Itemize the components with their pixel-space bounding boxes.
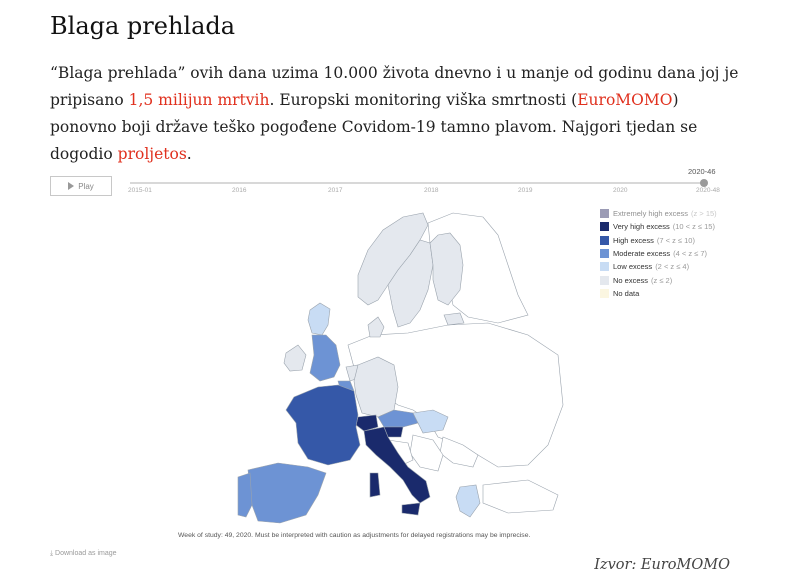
country-portugal[interactable]	[238, 473, 252, 517]
legend-label: High excess	[613, 235, 654, 245]
legend-item	[600, 207, 717, 220]
country-other	[483, 480, 558, 513]
legend-swatch	[600, 262, 609, 271]
legend-label: No data	[613, 288, 640, 298]
legend-item	[600, 220, 717, 233]
country-denmark[interactable]	[368, 317, 384, 337]
legend-range: (z ≤ 2)	[651, 275, 673, 285]
article-paragraph	[50, 60, 750, 168]
timeline-tick: 2015-01	[128, 187, 152, 194]
legend-range: (4 < z ≤ 7)	[673, 249, 708, 259]
country-greece[interactable]	[456, 485, 480, 517]
play-label: Play	[78, 181, 94, 191]
link-euromomo[interactable]: EuroMOMO	[577, 91, 673, 109]
country-ireland[interactable]	[284, 345, 306, 371]
legend-swatch	[600, 209, 609, 218]
article-title: Blaga prehlada	[50, 12, 236, 40]
source-credit: Izvor: EuroMOMO	[594, 557, 730, 573]
country-estonia[interactable]	[444, 313, 464, 325]
legend-range: (7 < z ≤ 10)	[656, 235, 695, 245]
link-deaths[interactable]: 1,5 milijun mrtvih	[128, 91, 270, 109]
legend-item	[600, 260, 717, 273]
para-text-3: ) ponovno boji države teško pogođene Covidom-19 tamno plavom. Najgori tjedan se dogodio	[50, 91, 698, 163]
download-image-link[interactable]: ⤓ Download as image	[50, 550, 117, 557]
timeline-tick: 2017	[328, 187, 343, 194]
legend-swatch	[600, 236, 609, 245]
link-spring[interactable]: proljetos	[117, 145, 187, 163]
timeline-tick: 2019	[518, 187, 533, 194]
legend-swatch	[600, 249, 609, 258]
timeline-thumb[interactable]	[700, 179, 708, 187]
map-legend	[600, 207, 717, 300]
country-scotland[interactable]	[308, 303, 330, 335]
play-icon	[68, 182, 74, 190]
country-france[interactable]	[286, 385, 360, 465]
play-button[interactable]	[50, 176, 112, 196]
legend-label: Moderate excess	[613, 249, 671, 259]
timeline-slider[interactable]	[128, 167, 728, 200]
country-italy[interactable]	[402, 503, 420, 515]
timeline-tick: 2020	[613, 187, 628, 194]
timeline-tick: 2020-48	[696, 187, 720, 194]
legend-label: No excess	[613, 275, 649, 285]
timeline-tick: 2016	[232, 187, 247, 194]
legend-range: (z > 15)	[691, 209, 717, 219]
timeline-tick: 2018	[424, 187, 439, 194]
para-text-2: . Europski monitoring viška smrtnosti (	[269, 91, 578, 109]
para-text-1: “Blaga prehlada” ovih dana uzima 10.000 života dnevno i u manje od godinu dana joj je pripisano	[50, 64, 739, 109]
timeline-track[interactable]	[130, 182, 706, 184]
country-spain[interactable]	[248, 463, 326, 523]
legend-item	[600, 247, 717, 260]
europe-map	[198, 205, 568, 525]
euromomo-map-widget	[48, 160, 738, 560]
timeline-current-week: 2020-46	[688, 167, 716, 176]
legend-item	[600, 234, 717, 247]
country-germany[interactable]	[354, 357, 398, 417]
legend-label: Very high excess	[613, 222, 670, 232]
country-other	[410, 435, 443, 471]
legend-range: (2 < z ≤ 4)	[655, 262, 690, 272]
legend-swatch	[600, 289, 609, 298]
legend-item	[600, 273, 717, 286]
para-text-4: .	[186, 145, 192, 163]
legend-range: (10 < z ≤ 15)	[672, 222, 715, 232]
country-italy[interactable]	[370, 473, 380, 497]
legend-label: Low excess	[613, 262, 653, 272]
legend-label: Extremely high excess	[613, 209, 689, 219]
map-caption: Week of study: 49, 2020. Must be interpreted with caution as adjustments for delayed registrations may be imprecise.	[178, 532, 531, 539]
legend-item	[600, 287, 717, 300]
legend-swatch	[600, 276, 609, 285]
legend-swatch	[600, 222, 609, 231]
country-england[interactable]	[310, 335, 340, 381]
